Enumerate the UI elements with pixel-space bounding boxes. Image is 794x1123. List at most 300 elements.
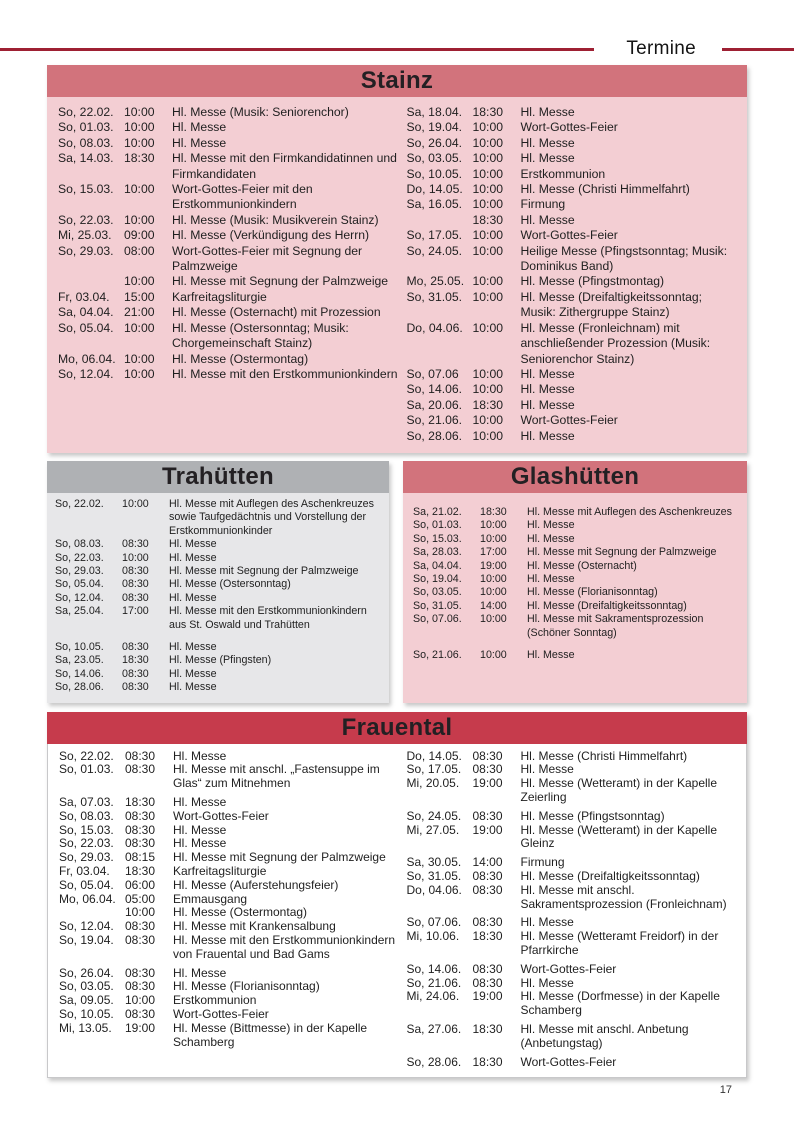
schedule-row [407, 763, 739, 777]
event-date: So, 19.04. [406, 120, 463, 135]
event-time: 08:30 [472, 748, 503, 763]
event-date: So, 01.03. [59, 762, 114, 777]
event-date: So, 22.03. [58, 212, 114, 227]
schedule-row [59, 994, 399, 1008]
event-time: 08:30 [122, 641, 149, 653]
event-description: Wort-Gottes-Feier [520, 961, 617, 976]
event-time: 10:00 [480, 532, 507, 545]
event-date: So, 28.06. [55, 681, 104, 694]
event-description: Hl. Messe [173, 795, 227, 810]
event-date: So, 03.05. [59, 979, 114, 994]
schedule-row [413, 586, 739, 599]
event-time: 10:00 [472, 289, 503, 304]
event-description: Firmung [520, 855, 565, 870]
event-date: Do, 04.06. [406, 882, 462, 897]
stainz-column-right [399, 105, 740, 444]
schedule-row [407, 810, 739, 824]
event-date: So, 14.06. [406, 382, 463, 397]
schedule-row [413, 546, 739, 559]
event-date: So, 03.05. [406, 151, 463, 166]
event-date: Do, 14.05. [406, 748, 462, 763]
event-time: 08:30 [125, 1006, 156, 1021]
event-time: 17:00 [122, 605, 149, 618]
event-date: Mi, 27.05. [406, 822, 460, 837]
event-time: 19:00 [472, 776, 503, 791]
event-date: So, 24.05. [406, 808, 462, 823]
event-date: So, 05.04. [58, 320, 114, 335]
event-date: So, 05.04. [55, 578, 104, 591]
header-rule-right [722, 48, 794, 51]
event-date: So, 19.04. [413, 572, 462, 585]
event-description: Hl. Messe (Fronleichnam) mit anschließender Prozession (Musik: Seniorenchor Stainz) [520, 320, 711, 366]
schedule-row [58, 182, 399, 213]
schedule-row [59, 810, 399, 824]
event-description: Hl. Messe (Dreifaltigkeitssonntag; Musik: Zithergruppe Stainz) [520, 289, 703, 320]
event-time: 18:30 [472, 212, 503, 227]
event-description: Hl. Messe (Pfingsten) [169, 654, 272, 667]
schedule-row [59, 893, 399, 907]
schedule-row [55, 641, 382, 654]
event-time: 08:30 [472, 808, 503, 823]
schedule-row [413, 533, 739, 546]
event-date: So, 22.02. [58, 105, 114, 119]
event-time: 08:30 [472, 762, 503, 777]
event-time: 08:30 [125, 822, 156, 837]
event-description: Hl. Messe mit den Erstkommunionkindern [172, 366, 398, 381]
event-date: Sa, 28.03. [413, 546, 462, 559]
event-date: So, 08.03. [55, 538, 104, 551]
event-description: Hl. Messe (Musik: Musikverein Stainz) [172, 212, 379, 227]
schedule-row [413, 560, 739, 573]
event-date: Sa, 07.03. [59, 795, 114, 810]
event-time: 08:30 [125, 965, 156, 980]
schedule-row [58, 244, 399, 275]
event-time: 18:30 [472, 929, 503, 944]
event-description: Hl. Messe (Musik: Seniorenchor) [172, 105, 349, 119]
event-time: 10:00 [124, 212, 155, 227]
event-description: Hl. Messe (Dorfmesse) in der Kapelle Schamberg [520, 989, 720, 1018]
event-time: 10:00 [480, 586, 507, 599]
event-date: Mo, 06.04. [59, 891, 116, 906]
schedule-row [407, 197, 740, 212]
schedule-row [58, 321, 399, 352]
schedule-row [59, 980, 399, 994]
event-description: Hl. Messe [169, 641, 217, 653]
event-time: 08:30 [125, 748, 156, 763]
schedule-row [59, 865, 399, 879]
event-date: So, 31.05. [413, 599, 462, 612]
event-description: Hl. Messe mit den Erstkommunionkindern aus St. Oswald und Trahütten [169, 605, 367, 631]
schedule-row [407, 120, 740, 135]
event-date: So, 07.06. [413, 613, 462, 626]
event-date: Sa, 20.06. [406, 397, 463, 412]
event-time: 18:30 [124, 151, 155, 166]
event-description: Hl. Messe (Pfingstmontag) [520, 274, 665, 289]
schedule-row [407, 429, 740, 444]
event-description: Hl. Messe [169, 591, 217, 604]
event-time: 08:30 [472, 915, 503, 930]
schedule-row [407, 1056, 739, 1070]
event-date: So, 12.04. [58, 366, 114, 381]
schedule-row [407, 824, 739, 852]
event-date: So, 29.03. [59, 850, 114, 865]
event-description: Hl. Messe mit Segnung der Palmzweige [172, 274, 389, 289]
event-description: Hl. Messe (Florianisonntag) [173, 979, 320, 994]
schedule-row [55, 498, 382, 538]
section-stainz-title: Stainz [47, 65, 747, 97]
event-time: 18:30 [122, 654, 149, 667]
event-description: Hl. Messe (Osternacht) [527, 559, 637, 572]
event-description: Wort-Gottes-Feier [520, 413, 618, 428]
page-number: 17 [719, 1084, 732, 1096]
event-date: So, 15.03. [413, 532, 462, 545]
event-description: Hl. Messe mit Sakramentsprozession (Schöner Sonntag) [527, 613, 704, 639]
schedule-row [407, 856, 739, 870]
schedule-row [407, 382, 740, 397]
event-time: 10:00 [472, 320, 503, 335]
event-time: 10:00 [472, 182, 503, 197]
event-description: Wort-Gottes-Feier mit Segnung der Palmzweige [172, 243, 363, 274]
schedule-row [59, 920, 399, 934]
event-time: 10:00 [124, 274, 155, 289]
section-stainz-body [47, 97, 747, 453]
schedule-row [55, 592, 382, 605]
schedule-row [413, 506, 739, 519]
schedule-row [407, 750, 739, 764]
event-description: Hl. Messe [169, 667, 217, 680]
event-time: 10:00 [124, 182, 155, 197]
event-date: Mo, 25.05. [406, 274, 465, 289]
event-date: Mi, 10.06. [406, 929, 460, 944]
event-time: 08:30 [125, 836, 156, 851]
event-date: Fr, 03.04. [58, 289, 110, 304]
schedule-row [407, 367, 740, 382]
schedule-row [55, 668, 382, 681]
event-description: Hl. Messe (Osternacht) mit Prozession [172, 305, 381, 320]
event-time: 10:00 [472, 120, 503, 135]
event-time: 10:00 [472, 166, 503, 181]
event-time: 10:00 [472, 274, 503, 289]
schedule-row [59, 906, 399, 920]
event-date: So, 01.03. [413, 519, 462, 532]
event-date: So, 22.03. [59, 836, 114, 851]
event-time: 08:30 [122, 564, 149, 577]
event-description: Heilige Messe (Pfingstsonntag; Musik: Dominikus Band) [520, 243, 728, 274]
event-time: 18:30 [472, 105, 503, 119]
event-time: 10:00 [122, 551, 149, 564]
schedule-row [58, 136, 399, 151]
event-date: So, 17.05. [406, 762, 462, 777]
schedule-row [55, 552, 382, 565]
schedule-row [407, 321, 740, 367]
event-time: 18:30 [472, 397, 503, 412]
schedule-row [59, 934, 399, 962]
event-time: 10:00 [480, 649, 507, 661]
event-time: 10:00 [124, 105, 155, 119]
schedule-row [59, 837, 399, 851]
event-time: 18:30 [125, 795, 156, 810]
event-time: 10:00 [124, 320, 155, 335]
event-description: Hl. Messe [527, 532, 575, 545]
section-glashuetten [403, 461, 747, 703]
schedule-row [407, 274, 740, 289]
schedule-row [413, 600, 739, 613]
event-time: 10:00 [472, 135, 503, 150]
event-description: Wort-Gottes-Feier [520, 228, 618, 243]
event-date: So, 22.03. [55, 551, 104, 564]
event-date: Sa, 27.06. [406, 1021, 462, 1036]
event-date: So, 08.03. [58, 135, 114, 150]
event-time: 08:30 [125, 979, 156, 994]
event-description: Hl. Messe (Pfingstsonntag) [520, 808, 665, 823]
page-header [0, 38, 794, 60]
event-description: Hl. Messe [520, 151, 575, 166]
event-time: 08:30 [122, 578, 149, 591]
event-date: So, 07.06. [406, 915, 462, 930]
event-date: So, 21.06. [406, 413, 463, 428]
event-date: So, 14.06. [55, 667, 104, 680]
event-date: So, 31.05. [406, 289, 463, 304]
schedule-row [407, 870, 739, 884]
event-time: 08:30 [122, 538, 149, 551]
schedule-row [55, 578, 382, 591]
event-time: 21:00 [124, 305, 155, 320]
event-description: Hl. Messe [527, 572, 575, 585]
schedule-row [55, 605, 382, 632]
event-description: Hl. Messe [172, 135, 227, 150]
event-description: Hl. Messe [527, 519, 575, 532]
event-description: Hl. Messe [520, 382, 575, 397]
event-description: Hl. Messe [520, 428, 575, 443]
event-date: Do, 14.05. [406, 182, 463, 197]
event-description: Wort-Gottes-Feier mit den Erstkommunionkindern [172, 182, 313, 212]
event-date: So, 15.03. [59, 822, 114, 837]
schedule-row [407, 167, 740, 182]
schedule-row [407, 290, 740, 321]
event-date: So, 29.03. [58, 243, 114, 258]
schedule-row [59, 824, 399, 838]
event-description: Karfreitagsliturgie [173, 864, 267, 878]
event-description: Hl. Messe (Auferstehungsfeier) [173, 877, 339, 892]
event-description: Wort-Gottes-Feier [520, 1054, 617, 1069]
event-description: Hl. Messe mit Segnung der Palmzweige [527, 546, 717, 559]
event-time: 10:00 [472, 382, 503, 397]
event-description: Hl. Messe [173, 822, 227, 837]
event-date: So, 26.04. [59, 965, 114, 980]
event-date: So, 29.03. [55, 564, 104, 577]
event-time: 08:00 [124, 243, 155, 258]
schedule-row [59, 1008, 399, 1022]
schedule-row [407, 182, 740, 197]
event-date: Sa, 23.05. [55, 654, 104, 667]
section-trahuetten-body [47, 493, 389, 703]
event-description: Hl. Messe mit Auflegen des Aschenkreuzes [527, 505, 732, 518]
schedule-row [55, 565, 382, 578]
event-description: Wort-Gottes-Feier [520, 120, 618, 135]
event-description: Hl. Messe [520, 212, 575, 227]
schedule-row [407, 213, 740, 228]
event-time: 10:00 [124, 120, 155, 135]
event-time: 10:00 [124, 351, 155, 366]
event-time: 08:30 [472, 882, 503, 897]
section-stainz [47, 65, 747, 453]
middle-sections-row [47, 461, 747, 703]
event-description: Firmung [520, 197, 566, 212]
event-description: Hl. Messe [173, 836, 227, 851]
event-date: Mi, 25.03. [58, 228, 112, 243]
event-description: Hl. Messe [520, 762, 574, 777]
event-description: Hl. Messe mit anschl. Anbetung (Anbetungstag) [520, 1021, 689, 1050]
event-date: Sa, 16.05. [406, 197, 463, 212]
schedule-row [58, 213, 399, 228]
schedule-row [413, 649, 739, 662]
schedule-row [413, 519, 739, 532]
event-description: Hl. Messe [520, 366, 575, 381]
event-description: Hl. Messe mit den Firmkandidatinnen und Firmkandidaten [172, 151, 397, 181]
event-description: Hl. Messe (Ostersonntag; Musik: Chorgemeinschaft Stainz) [172, 320, 349, 351]
event-time: 08:30 [472, 975, 503, 990]
event-date: So, 08.03. [59, 808, 114, 823]
event-description: Hl. Messe [172, 120, 227, 135]
event-description: Hl. Messe [520, 105, 575, 119]
event-date: Sa, 25.04. [55, 605, 104, 618]
schedule-row [407, 244, 740, 275]
schedule-row [58, 274, 399, 289]
event-time: 18:30 [125, 864, 156, 878]
event-description: Hl. Messe [520, 397, 575, 412]
schedule-row [59, 796, 399, 810]
schedule-row [59, 879, 399, 893]
schedule-row [407, 777, 739, 805]
event-date: So, 31.05. [406, 869, 462, 883]
event-time: 19:00 [472, 989, 503, 1004]
event-description: Hl. Messe mit Auflegen des Aschenkreuzes sowie Taufgedächtnis und Vorstellung der Erstkommunionkinder [169, 497, 374, 537]
section-trahuetten [47, 461, 389, 703]
event-time: 08:30 [125, 932, 156, 947]
event-description: Hl. Messe [520, 135, 575, 150]
schedule-row [407, 398, 740, 413]
event-date: So, 21.06. [406, 975, 462, 990]
event-date: Sa, 04.04. [413, 559, 462, 572]
event-description: Hl. Messe (Ostersonntag) [169, 578, 291, 591]
event-date: Sa, 30.05. [406, 855, 462, 870]
event-date [407, 213, 469, 228]
event-description: Hl. Messe [527, 649, 575, 661]
event-time: 19:00 [125, 1020, 156, 1035]
event-time: 14:00 [472, 855, 503, 870]
event-date: Sa, 18.04. [406, 105, 463, 119]
schedule-row [407, 963, 739, 977]
event-date: Mo, 06.04. [58, 351, 116, 366]
event-date [59, 906, 121, 920]
event-description: Hl. Messe mit Segnung der Palmzweige [169, 564, 359, 577]
event-time: 08:30 [122, 681, 149, 694]
event-time: 08:30 [125, 762, 156, 777]
event-time: 19:00 [472, 822, 503, 837]
event-description: Hl. Messe (Wetteramt Freidorf) in der Pfarrkirche [520, 929, 719, 957]
event-time: 10:00 [472, 151, 503, 166]
schedule-row [58, 290, 399, 305]
event-description: Hl. Messe (Christi Himmelfahrt) [520, 748, 688, 763]
schedule-row [59, 851, 399, 865]
event-time: 10:00 [125, 993, 156, 1008]
event-description: Hl. Messe [169, 551, 217, 564]
event-date: So, 24.05. [406, 243, 463, 258]
schedule-row [59, 750, 399, 764]
event-date: So, 03.05. [413, 586, 462, 599]
event-date: Mi, 24.06. [406, 989, 460, 1004]
event-time: 10:00 [472, 366, 503, 381]
event-date: So, 14.06. [406, 961, 462, 976]
event-time: 06:00 [125, 877, 156, 892]
event-description: Wort-Gottes-Feier [173, 1006, 269, 1021]
event-time: 18:30 [480, 505, 507, 518]
event-date: Fr, 03.04. [59, 864, 110, 878]
event-date: So, 10.05. [406, 166, 463, 181]
event-date: So, 07.06 [406, 366, 459, 381]
event-time: 10:00 [480, 519, 507, 532]
event-description: Hl. Messe [173, 748, 227, 763]
schedule-row [58, 367, 399, 382]
schedule-row [59, 763, 399, 791]
event-description: Hl. Messe (Ostermontag) [173, 905, 308, 920]
schedule-row [407, 413, 740, 428]
event-description: Hl. Messe mit anschl. „Fastensuppe im Glas“ zum Mitnehmen [173, 762, 380, 791]
event-time: 10:00 [472, 228, 503, 243]
schedule-row [413, 573, 739, 586]
schedule-row [55, 681, 382, 694]
event-date: So, 26.04. [406, 135, 463, 150]
event-description: Hl. Messe (Wetteramt) in der Kapelle Gleinz [520, 822, 718, 851]
event-time: 08:30 [122, 591, 149, 604]
event-description: Hl. Messe mit Segnung der Palmzweige [173, 850, 386, 865]
event-description: Hl. Messe [173, 965, 227, 980]
schedule-row [407, 105, 740, 120]
schedule-row [58, 352, 399, 367]
event-description: Hl. Messe (Verkündigung des Herrn) [172, 228, 370, 243]
section-trahuetten-title: Trahütten [47, 461, 389, 493]
schedule-row [59, 1022, 399, 1050]
event-time: 08:30 [472, 961, 503, 976]
schedule-row [407, 1023, 739, 1051]
event-time: 15:00 [124, 289, 155, 304]
schedule-row [407, 151, 740, 166]
event-time: 18:30 [472, 1054, 503, 1069]
event-time: 10:00 [472, 197, 503, 212]
event-date: Mi, 20.05. [406, 776, 460, 791]
schedule-row [58, 151, 399, 182]
event-description: Karfreitagsliturgie [172, 289, 267, 304]
schedule-row [58, 228, 399, 243]
schedule-row [58, 305, 399, 320]
event-time: 10:00 [122, 497, 149, 510]
event-date: So, 28.06. [406, 1054, 462, 1069]
event-time: 05:00 [125, 891, 156, 906]
section-frauental [47, 712, 747, 1079]
event-time: 08:30 [125, 808, 156, 823]
event-date: Sa, 09.05. [59, 993, 114, 1008]
schedule-row [407, 977, 739, 991]
section-glashuetten-title: Glashütten [403, 461, 747, 493]
event-time: 17:00 [480, 546, 507, 559]
schedule-row [59, 967, 399, 981]
event-date: So, 22.02. [59, 748, 114, 763]
event-description: Hl. Messe (Florianisonntag) [527, 586, 658, 599]
event-description: Hl. Messe (Bittmesse) in der Kapelle Schamberg [173, 1020, 368, 1049]
event-time: 10:00 [480, 572, 507, 585]
event-time: 10:00 [480, 613, 507, 626]
event-description: Hl. Messe mit Krankensalbung [173, 919, 336, 934]
